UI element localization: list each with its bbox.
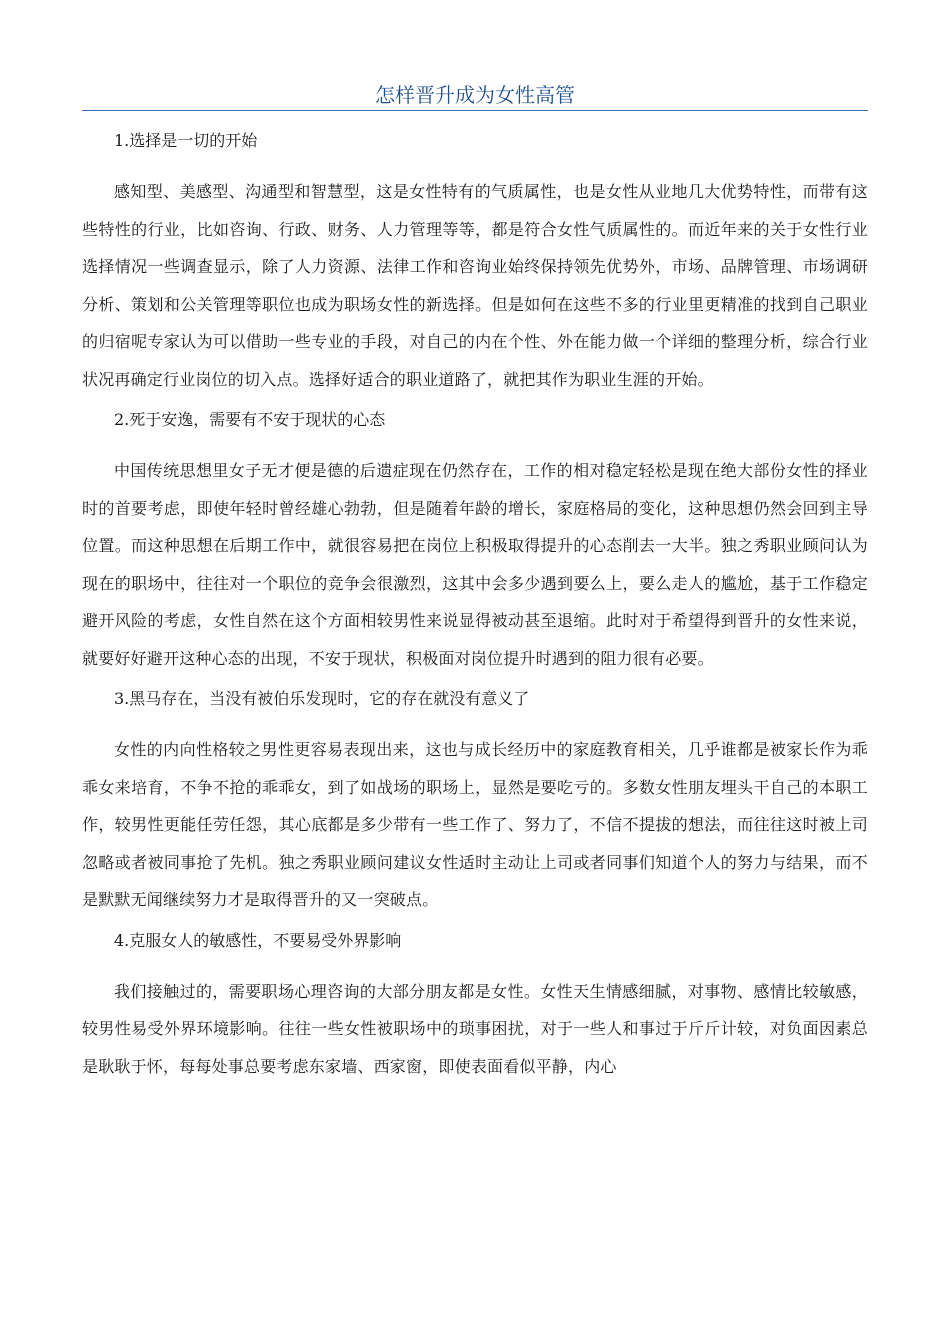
section-1-paragraph: 感知型、美感型、沟通型和智慧型，这是女性特有的气质属性，也是女性从业地几大优势特性，而带有这些特性的行业，比如咨询、行政、财务、人力管理等等，都是符合女性气质属性的。而近年来的关于女性行业选择情况一些调查显示，除了人力资源、法律工作和咨询业始终保持领先优势外，市场、品牌管理、市场调研分析、策划和公关管理等职位也成为职场女性的新选择。但是如何在这些不多的行业里更精准的找到自己职业的归宿呢专家认为可以借助一些专业的手段，对自己的内在个性、外在能力做一个详细的整理分析，综合行业状况再确定行业岗位的切入点。选择好适合的职业道路了，就把其作为职业生涯的开始。 <box>82 182 868 389</box>
page-title: 怎样晋升成为女性高管 <box>375 83 575 107</box>
section-3-paragraph: 女性的内向性格较之男性更容易表现出来，这也与成长经历中的家庭教育相关，几乎谁都是被家长作为乖乖女来培育，不争不抢的乖乖女，到了如战场的职场上，显然是要吃亏的。多数女性朋友埋头干自己的本职工作，较男性更能任劳任怨，其心底都是多少带有一些工作了、努力了，不信不提拔的想法，而往往这时被上司忽略或者被同事抢了先机。独之秀职业顾问建议女性适时主动让上司或者同事们知道个人的努力与结果，而不是默默无闻继续努力才是取得晋升的又一突破点。 <box>82 740 868 909</box>
document-body <box>82 128 868 1094</box>
section-4-heading: 4.克服女人的敏感性，不要易受外界影响 <box>114 930 402 950</box>
section-3-heading: 3.黑马存在，当没有被伯乐发现时，它的存在就没有意义了 <box>114 689 530 708</box>
title-underline <box>82 110 868 111</box>
section-2-paragraph: 中国传统思想里女子无才便是德的后遗症现在仍然存在，工作的相对稳定轻松是现在绝大部份女性的择业时的首要考虑，即使年轻时曾经雄心勃勃，但是随着年龄的增长，家庭格局的变化，这种思想仍然会回到主导位置。而这种思想在后期工作中，就很容易把在岗位上积极取得提升的心态削去一大半。独之秀职业顾问认为现在的职场中，往往对一个职位的竞争会很激烈，这其中会多少遇到要么上，要么走人的尴尬，基于工作稳定避开风险的考虑，女性自然在这个方面相较男性来说显得被动甚至退缩。此时对于希望得到晋升的女性来说，就要好好避开这种心态的出现，不安于现状，积极面对岗位提升时遇到的阻力很有必要。 <box>82 461 868 668</box>
section-4-paragraph: 我们接触过的，需要职场心理咨询的大部分朋友都是女性。女性天生情感细腻，对事物、感情比较敏感，较男性易受外界环境影响。往往一些女性被职场中的琐事困扰，对于一些人和事过于斤斤计较，对负面因素总是耿耿于怀，每每处事总要考虑东家墙、西家窗，即使表面看似平静，内心 <box>82 981 868 1076</box>
section-1-heading: 1.选择是一切的开始 <box>114 131 258 150</box>
section-2-heading: 2.死于安逸，需要有不安于现状的心态 <box>114 410 386 429</box>
